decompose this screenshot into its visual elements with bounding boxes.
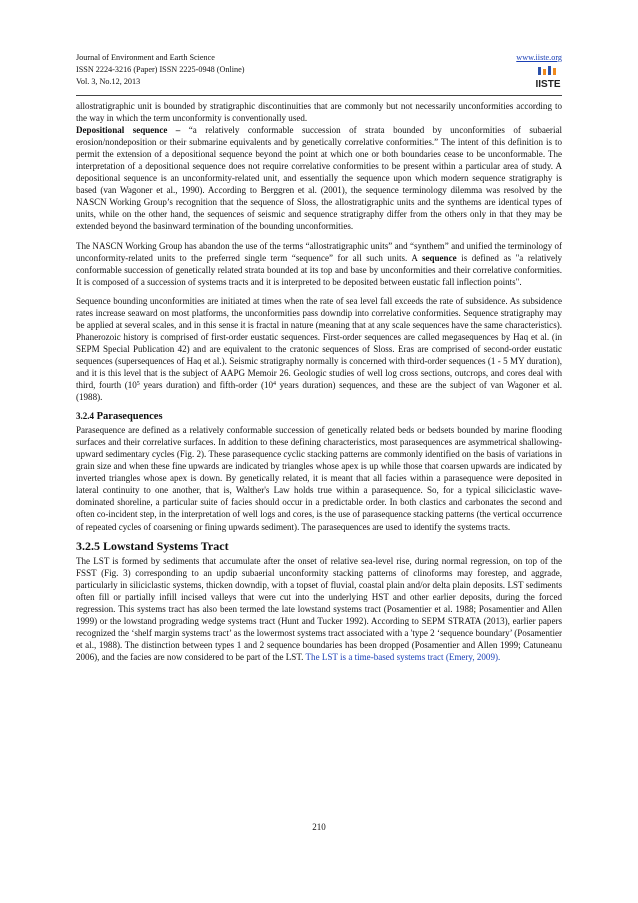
journal-url-link[interactable]: www.iiste.org	[516, 53, 562, 62]
paragraph-text: years duration) sequences, and these are the subject of van Wagoner et al. (1988).	[76, 380, 562, 403]
term-sequence: sequence	[421, 252, 457, 263]
journal-title: Journal of Environment and Earth Science	[76, 53, 215, 62]
paragraph	[76, 555, 562, 663]
paragraph-text: is defined as "a relatively conformable succession of genetically related strata bounded at its top and base by unconformities and their correlative conformities. It is composed of a succession of systems tracts and it is interpreted to be deposited between eustatic fall inflection points".	[76, 252, 562, 287]
page-number: 210	[312, 822, 326, 832]
paragraph-text: allostratigraphic unit is bounded by stratigraphic discontinuities that are commonly but not necessarily unconformities according to the way in which the term unconformity is conventionally used.	[76, 101, 562, 124]
section-number: 3.2.4	[76, 411, 94, 422]
section-heading-lowstand: 3.2.5 Lowstand Systems Tract	[76, 538, 229, 553]
paragraph: Parasequence are defined as a relatively conformable succession of genetically related beds or bedsets bounded by marine flooding surfaces and their correlative surfaces. In addition to these defining characteristics, most parasequences are asymmetrical shallowing-upward sedimentary cycles (Fig. 2). These parasequence cyclic stacking patterns are commonly identified on the basis of variations in grain size and when these fine upwards are indicated by triangles whose apex is up while those that coarsen upwards are indicated by inverted triangles whose apex is down. By genetically related, it is meant that all facies within a parasequence were deposited in lateral continuity to one another, that is, Walther's Law holds true within a parasequence. So, for a typical siliciclastic wave-dominated shoreline, a particular suite of facies should occur in a predictable order. In both clastics and carbonates the second and often co-incident step, in the interpretation of well logs and cores, is the use of parasequence stacking patterns (the vertical occurrence of repeated cycles of coarsening or fining upwards sediment). The parasequences are used to identify the systems tracts.	[76, 425, 562, 532]
superscript: 5	[136, 381, 140, 388]
volume-line: Vol. 3, No.12, 2013	[76, 77, 141, 86]
paragraph	[76, 295, 562, 403]
issn-line: ISSN 2224-3216 (Paper) ISSN 2225-0948 (Online)	[76, 65, 245, 74]
paragraph-text: The NASCN Working Group has abandon the use of the terms “allostratigraphic units” and “synthem” and unified the terminology of unconformity-related units to the preferred single term “sequence” for all such units. A	[76, 240, 562, 263]
paragraph-text: The LST is formed by sediments that accumulate after the onset of relative sea-level rise, during normal regression, on top of the FSST (Fig. 3) corresponding to an updip subaerial unconformity stacking patterns of clinoforms may forestep, and aggrade, particularly in siliciclastic systems, thicken downdip, with a topset of fluvial, coastal plain and/or delta plain deposits. LST sediments often fill or partially infill incised valleys that were cut into the underlying HST and other earlier deposits, during the forced regression. This systems tract has also been termed the late lowstand systems tract (Posamentier et al. 1988; Posamentier and Allen 1999) or the lowstand prograding wedge systems tract (Hunt and Tucker 1992). According to SEPM STRATA (2013), earlier papers recognized the ‘shelf margin systems tract’ as the lowermost systems tract associated with a 'type 2 ‘sequence boundary’ (Posamentier et al., 1988). The distinction between types 1 and 2 sequence boundaries has been dropped (Posamentier and Allen 1999; Catuneanu 2006), and the facies are now considered to be part of the LST.	[76, 555, 562, 662]
section-title: Parasequences	[96, 411, 163, 423]
journal-header	[76, 52, 562, 88]
logo-text: IISTE	[535, 79, 561, 90]
paragraph-text: “a relatively conformable succession of strata bounded by unconformities of subaerial erosion/nondeposition or their submarine equivalents and by genetically correlative conformities.” The intent of this definition is to permit the extension of a depositional sequence beyond the point at which one or both boundaries cease to be unconformable. The interpretation of a depositional sequence does not require correlative conformities to be present within a particular area of study. A depositional sequence is an unconformity-related unit, and essentially the sequence upon which modern sequence stratigraphy is based (van Wagoner et al., 1990). According to Berggren et al. (2001), the sequence terminology dilemma was resolved by the NASCN Working Group’s recognition that the sequence of Sloss, the allostratigraphic units and the synthems are identical types of units, while on the other hand, the sequences of seismic and sequence stratigraphy differ from the others only in that they may be extended beyond the basinward termination of the bounding unconformities.	[76, 125, 562, 232]
section-heading-parasequences	[76, 410, 562, 423]
highlighted-text: The LST is a time-based systems tract (Emery, 2009).	[303, 651, 501, 662]
paragraph	[76, 100, 562, 233]
term-depositional-sequence: Depositional sequence –	[76, 125, 181, 136]
header-rule	[76, 95, 562, 96]
superscript: 4	[273, 381, 277, 388]
article-body	[76, 100, 562, 670]
paragraph-text: Sequence bounding unconformities are initiated at times when the rate of sea level fall exceeds the rate of subsidence. As subsidence rates increase seaward on most platforms, the unconformities pass downdip into correlative conformities. Sequence stratigraphy may be applied at several scales, and in this sense it is fractal in nature (meaning that at any scale sequences have the same characteristics). Phanerozoic history is comprised of first-order eustatic sequences. First-order sequences are called megasequences by Haq et al. (in SEPM Special Publication 42) and are equivalent to the cratonic sequences of Sloss. Eras are comprised of second-order eustatic sequences (supersequences of Haq et al.). Seismic stratigraphy normally is concerned with third-order sequences (1 - 5 MY duration), and it is this level that is the subject of AAPG Memoir 26. Geologic studies of well log cross sections, outcrops, and cores deal with third, fourth (10	[76, 295, 562, 391]
iiste-logo	[534, 65, 562, 91]
paragraph	[76, 240, 562, 288]
paragraph-text: years duration) and fifth-order (10	[139, 380, 274, 391]
